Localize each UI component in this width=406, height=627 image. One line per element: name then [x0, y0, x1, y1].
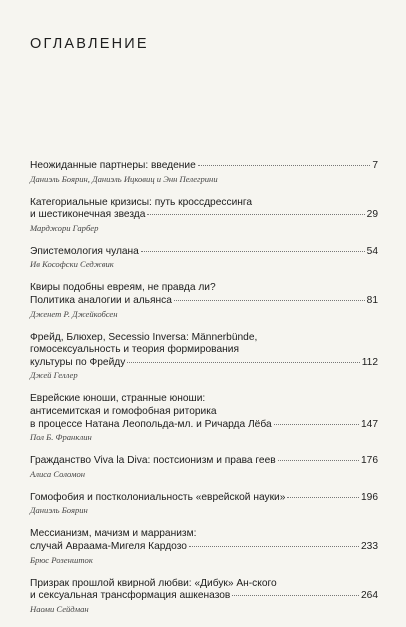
- entry-title-line: Квиры подобны евреям, не правда ли?: [30, 282, 216, 294]
- entry-title: [30, 492, 378, 505]
- entry-title: [30, 197, 378, 222]
- entry-title: [30, 160, 378, 173]
- toc-entry: [30, 393, 378, 443]
- page-number: 112: [361, 356, 378, 368]
- dot-leader: [198, 165, 371, 166]
- dot-leader: [127, 362, 359, 363]
- entry-title-line: Мессианизм, мачизм и марранизм:: [30, 528, 197, 540]
- entry-title-line: и сексуальная трансформация ашкеназов: [30, 590, 231, 602]
- entry-title-last-line: [30, 541, 378, 554]
- entry-title: [30, 332, 378, 370]
- page-number: 147: [361, 418, 378, 430]
- dot-leader: [174, 300, 365, 301]
- toc-entry: [30, 332, 378, 382]
- entry-title: [30, 282, 378, 307]
- entry-title-last-line: [30, 590, 378, 603]
- table-of-contents: [30, 160, 378, 627]
- entry-title-last-line: [30, 295, 378, 308]
- entry-title: [30, 393, 378, 431]
- entry-author: Даниэль Боярин, Даниэль Ицковиц и Энн Пелегрини: [30, 173, 218, 184]
- toc-entry: [30, 578, 378, 615]
- entry-title-line: случай Авраама-Мигеля Кардозо: [30, 540, 187, 552]
- entry-title-line: Эпистемология чулана: [30, 245, 139, 257]
- toc-entry: [30, 528, 378, 565]
- entry-author: Алиса Соломон: [30, 468, 86, 479]
- page-number: 176: [361, 455, 378, 467]
- entry-author: Джей Геллер: [30, 370, 78, 381]
- page-number: 54: [366, 245, 378, 257]
- entry-title-line: антисемитская и гомофобная риторика: [30, 405, 217, 417]
- entry-title-line: Еврейские юноши, странные юноши:: [30, 393, 206, 405]
- entry-title-line: Категориальные кризисы: путь кроссдрессинга: [30, 196, 253, 208]
- entry-title-line: и шестиконечная звезда: [30, 209, 146, 221]
- entry-title-line: Политика аналогии и альянса: [30, 294, 172, 306]
- entry-title-line: Гомофобия и постколониальность «еврейской науки»: [30, 491, 286, 503]
- toc-entry: [30, 246, 378, 271]
- toc-entry: [30, 455, 378, 480]
- page-number: 233: [361, 540, 378, 552]
- entry-title-last-line: [30, 357, 378, 370]
- toc-entry: [30, 160, 378, 185]
- entry-title-line: в процессе Натана Леопольда-мл. и Ричарда Лёба: [30, 418, 272, 430]
- entry-title-line: гомосексуальность и теория формирования: [30, 344, 239, 356]
- dot-leader: [141, 251, 365, 252]
- dot-leader: [189, 546, 359, 547]
- toc-entry: [30, 197, 378, 234]
- entry-title-line: Фрейд, Блюхер, Secessio Inversa: Männerbünde,: [30, 331, 258, 343]
- entry-author: Пол Б. Франклин: [30, 432, 92, 443]
- entry-author: Брюс Розеншток: [30, 554, 93, 565]
- page-number: 29: [366, 209, 378, 221]
- entry-author: Дженет Р. Джейкобсен: [30, 308, 118, 319]
- dot-leader: [274, 424, 359, 425]
- toc-entry: [30, 282, 378, 319]
- entry-title: [30, 528, 378, 553]
- entry-title: [30, 578, 378, 603]
- entry-title-line: Призрак прошлой квирной любви: «Дибук» Ан-ского: [30, 577, 277, 589]
- page-number: 81: [366, 294, 378, 306]
- entry-title-last-line: [30, 209, 378, 222]
- page-number: 196: [361, 491, 378, 503]
- dot-leader: [147, 214, 364, 215]
- entry-author: Наоми Сейдман: [30, 603, 89, 614]
- page-number: 7: [372, 160, 378, 171]
- entry-title-last-line: [30, 160, 378, 173]
- entry-title-last-line: [30, 419, 378, 432]
- page-title: ОГЛАВЛЕНИЕ: [30, 36, 149, 52]
- entry-author: Марджори Гарбер: [30, 222, 99, 233]
- entry-author: Ив Кософски Седжвик: [30, 259, 114, 270]
- dot-leader: [287, 497, 359, 498]
- entry-title-line: Гражданство Viva la Diva: постсионизм и права геев: [30, 455, 276, 467]
- entry-title-last-line: [30, 246, 378, 259]
- page-number: 264: [361, 590, 378, 602]
- entry-title: [30, 246, 378, 259]
- entry-title-last-line: [30, 492, 378, 505]
- dot-leader: [278, 460, 359, 461]
- toc-entry: [30, 492, 378, 517]
- entry-title-line: культуры по Фрейду: [30, 356, 126, 368]
- dot-leader: [232, 595, 359, 596]
- entry-title: [30, 455, 378, 468]
- entry-title-line: Неожиданные партнеры: введение: [30, 160, 196, 171]
- entry-title-last-line: [30, 455, 378, 468]
- entry-author: Даниэль Боярин: [30, 505, 88, 516]
